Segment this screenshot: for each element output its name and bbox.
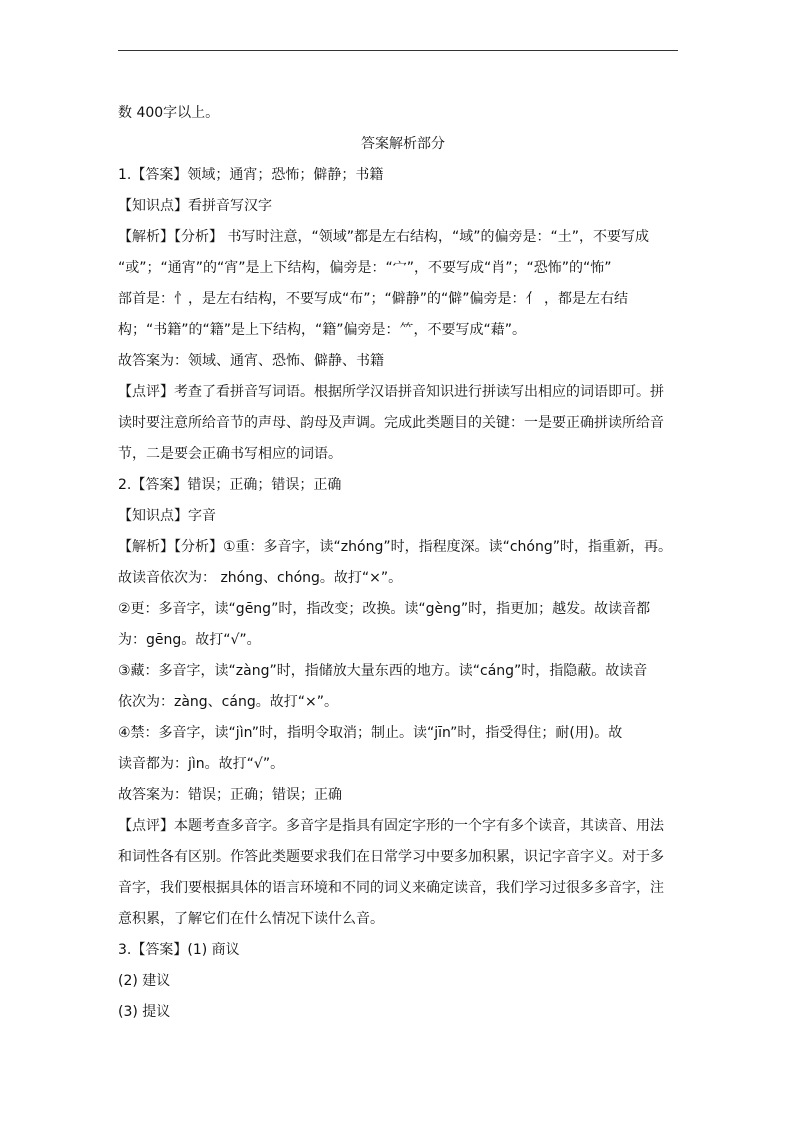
q2-knowledge: 【知识点】字音: [118, 508, 216, 524]
document-body: [118, 98, 688, 1028]
q2-comment-line-3: 音字，我们要根据具体的语言环境和不同的词义来确定读音，我们学习过很多多音字，注: [118, 880, 664, 896]
q2-analysis-line-4: 为：gēng。故打“√”。: [118, 632, 261, 648]
q2-analysis-line-3: ②更：多音字，读“gēng”时，指改变；改换。读“gèng”时，指更加；越发。故读音都: [118, 601, 651, 617]
q1-answer: 1.【答案】领域；通宵；恐怖；僻静；书籍: [118, 167, 384, 183]
q3-item-2: (2) 建议: [118, 973, 171, 989]
q2-answer: 2.【答案】错误；正确；错误；正确: [118, 477, 342, 493]
q3-answer: 3.【答案】(1) 商议: [118, 942, 240, 958]
intro-line: 数 400字以上。: [118, 105, 220, 121]
q1-analysis-line-4: 构；“书籍”的“籍”是上下结构，“籍”偏旁是：⺮，不要写成“藉”。: [118, 322, 527, 338]
q2-analysis-line-1: 【解析】【分析】①重：多音字，读“zhóng”时，指程度深。读“chóng”时，指重新，再。: [118, 539, 673, 555]
q1-comment-line-1: 【点评】考查了看拼音写词语。根据所学汉语拼音知识进行拼读写出相应的词语即可。拼: [118, 384, 664, 400]
q2-analysis-line-7: ④禁：多音字，读“jìn”时，指明令取消；制止。读“jīn”时，指受得住；耐(用)。故: [118, 725, 623, 741]
header-rule: [118, 50, 678, 51]
q1-comment-line-2: 读时要注意所给音节的声母、韵母及声调。完成此类题目的关键：一是要正确拼读所给音: [118, 415, 664, 431]
q1-comment-line-3: 节，二是要会正确书写相应的词语。: [118, 446, 342, 462]
q2-conclusion: 故答案为：错误；正确；错误；正确: [118, 787, 342, 803]
q1-conclusion: 故答案为：领域、通宵、恐怖、僻静、书籍: [118, 353, 384, 369]
q2-analysis-line-2: 故读音依次为： zhóng、chóng。故打“×”。: [118, 570, 403, 586]
q1-analysis-line-1: 【解析】【分析】 书写时注意，“领域”都是左右结构，“域”的偏旁是：“土”，不要写成: [118, 229, 649, 245]
q2-comment-line-4: 意积累，了解它们在什么情况下读什么音。: [118, 911, 384, 927]
q2-analysis-line-8: 读音都为：jìn。故打“√”。: [118, 756, 285, 772]
q2-comment-line-2: 和词性各有区别。作答此类题要求我们在日常学习中要多加积累，识记字音字义。对于多: [118, 849, 664, 865]
q2-analysis-line-5: ③藏：多音字，读“zàng”时，指储放大量东西的地方。读“cáng”时，指隐蔽。故读音: [118, 663, 648, 679]
q1-analysis-line-2: “或”；“通宵”的“宵”是上下结构，偏旁是：“宀”，不要写成“肖”；“恐怖”的“怖”: [118, 260, 612, 276]
q2-analysis-line-6: 依次为：zàng、cáng。故打“×”。: [118, 694, 338, 710]
q2-comment-line-1: 【点评】本题考查多音字。多音字是指具有固定字形的一个字有多个读音，其读音、用法: [118, 818, 664, 834]
q3-item-3: (3) 提议: [118, 1004, 171, 1020]
section-title: 答案解析部分: [361, 136, 445, 152]
q1-knowledge: 【知识点】看拼音写汉字: [118, 198, 272, 214]
q1-analysis-line-3: 部首是：忄，是左右结构，不要写成“布”；“僻静”的“僻”偏旁是：亻 ，都是左右结: [118, 291, 628, 307]
